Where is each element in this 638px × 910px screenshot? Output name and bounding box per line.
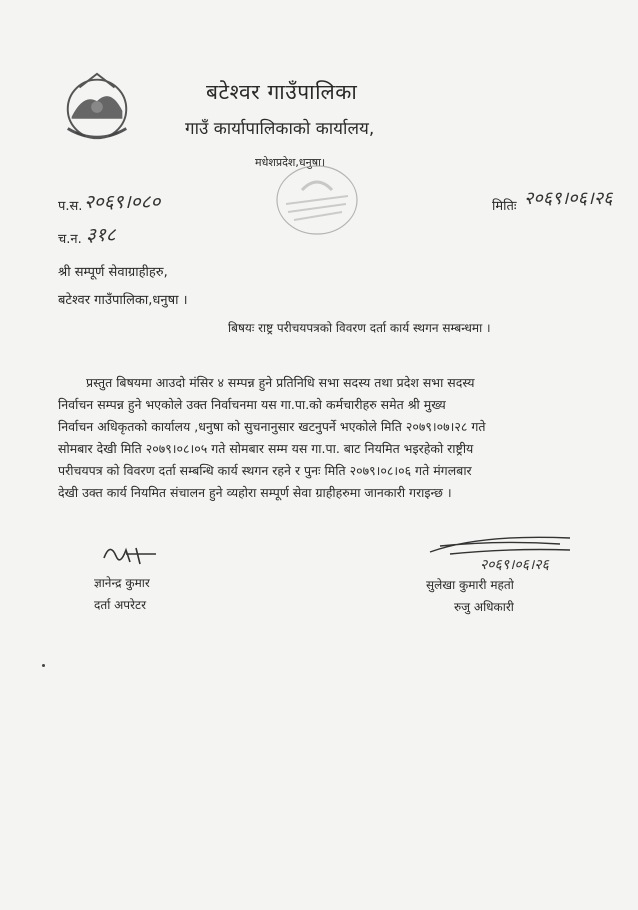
office-stamp [272,160,362,240]
right-signatory-title: रुजु अधिकारी [454,600,514,614]
letter-date-label: मितिः [492,199,517,214]
recipient-line-1: श्री सम्पूर्ण सेवाग्राहीहरु, [58,265,168,280]
office-address: मधेशप्रदेश,धनुषा। [255,156,326,169]
letter-body [58,372,588,504]
left-signatory-name: ज्ञानेन्द्र कुमार [94,576,150,590]
reference-number-label: प.स. [58,199,83,214]
subject-line: बिषयः राष्ट्र परीचयपत्रको विवरण दर्ता कार्य स्थगन सम्बन्धमा । [228,321,491,335]
left-signature [96,540,166,570]
nepal-emblem-logo [58,68,136,146]
organization-name: बटेश्वर गाउँपालिका [206,80,358,104]
body-line: परीचयपत्र को विवरण दर्ता सम्बन्धि कार्य स्थगन रहने र पुनः मिति २०७९।०८।०६ गते मंगलबार [58,463,472,478]
scan-speck [42,664,45,667]
right-signature-date: २०६९।०६।२६ [480,557,549,573]
left-signatory-title: दर्ता अपरेटर [94,598,146,612]
right-signatory-name: सुलेखा कुमारी महतो [426,578,514,592]
body-line: देखी उक्त कार्य नियमित संचालन हुने व्यहोरा सम्पूर्ण सेवा ग्राहीहरुमा जानकारी गराइन्छ । [58,485,452,500]
body-line: निर्वाचन सम्पन्न हुने भएकोले उक्त निर्वाचनमा यस गा.पा.को कर्मचारीहरु समेत श्री मुख्य [58,397,446,412]
office-name: गाउँ कार्यापालिकाको कार्यालय, [185,119,375,139]
body-line: प्रस्तुत बिषयमा आउदो मंसिर ४ सम्पन्न हुने प्रतिनिधि सभा सदस्य तथा प्रदेश सभा सदस्य [86,375,475,390]
dispatch-number-value: ३१८ [86,224,116,246]
body-line: निर्वाचन अधिकृतको कार्यालय ,धनुषा को सुचनानुसार खटनुपर्ने भएकोले मिति २०७९।०७।२८ गते [58,419,486,434]
letter-date-value: २०६९।०६।२६ [524,188,613,209]
dispatch-number-label: च.न. [58,232,82,247]
reference-number-value: २०६९।०८० [84,191,161,213]
body-line: सोमबार देखी मिति २०७९।०८।०५ गते सोमबार सम्म यस गा.पा. बाट नियमित भइरहेको राष्ट्रीय [58,441,474,456]
recipient-line-2: बटेश्वर गाउँपालिका,धनुषा । [58,293,188,308]
